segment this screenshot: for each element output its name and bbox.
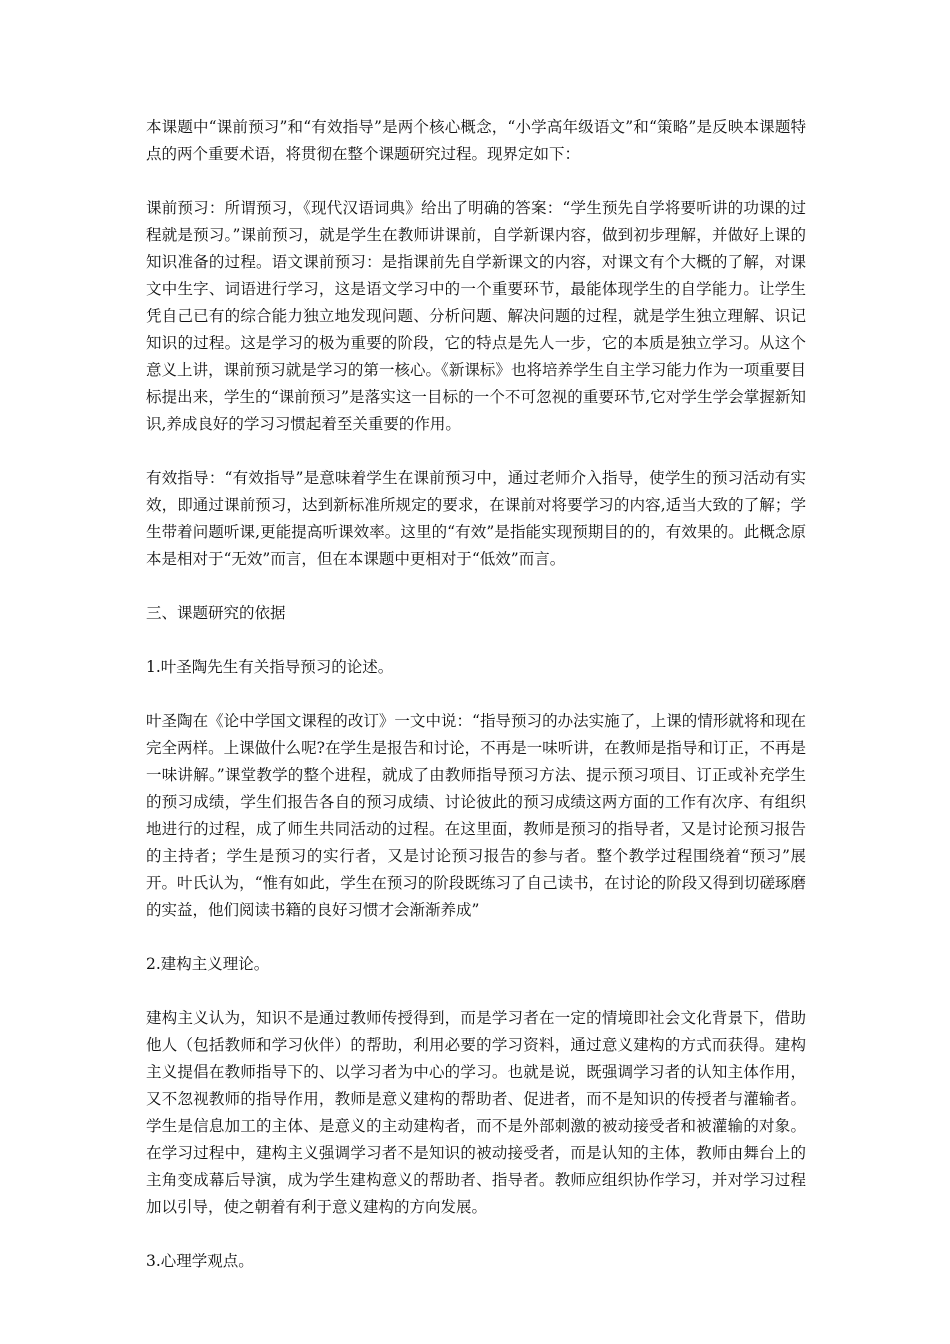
document-body <box>146 114 806 1302</box>
item-three-heading: 3.心理学观点。 <box>146 1252 254 1270</box>
section-three-heading: 三、课题研究的依据 <box>146 604 286 622</box>
preview-definition-paragraph: 课前预习：所谓预习，《现代汉语词典》给出了明确的答案：“学生预先自学将要听讲的功课的过程就是预习。”课前预习，就是学生在教师讲课前，自学新课内容，做到初步理解，并做好上课的知识准备的过程。语文课前预习：是指课前先自学新课文的内容，对课文有个大概的了解，对课文中生字、词语进行学习，这是语文学习中的一个重要环节，最能体现学生的自学能力。让学生凭自己已有的综合能力独立地发现问题、分析问题、解决问题的过程，就是学生独立理解、识记知识的过程。这是学习的极为重要的阶段，它的特点是先人一步，它的本质是独立学习。从这个意义上讲，课前预习就是学习的第一核心。《新课标》也将培养学生自主学习能力作为一项重要目标提出来，学生的“课前预习”是落实这一目标的一个不可忽视的重要环节,它对学生学会掌握新知识,养成良好的学习习惯起着至关重要的作用。 <box>146 199 806 433</box>
guidance-definition-paragraph: 有效指导：“有效指导”是意味着学生在课前预习中，通过老师介入指导，使学生的预习活动有实效，即通过课前预习，达到新标准所规定的要求，在课前对将要学习的内容,适当大致的了解；学生带着问题听课,更能提高听课效率。这里的“有效”是指能实现预期目的的，有效果的。此概念原本是相对于“无效”而言，但在本课题中更相对于“低效”而言。 <box>146 469 806 568</box>
item-one-paragraph: 叶圣陶在《论中学国文课程的改订》一文中说：“指导预习的办法实施了，上课的情形就将和现在完全两样。上课做什么呢?在学生是报告和讨论，不再是一味听讲，在教师是指导和订正，不再是一味讲解。”课堂教学的整个进程，就成了由教师指导预习方法、提示预习项目、订正或补充学生的预习成绩，学生们报告各自的预习成绩、讨论彼此的预习成绩这两方面的工作有次序、有组织地进行的过程，成了师生共同活动的过程。在这里面，教师是预习的指导者，又是讨论预习报告的主持者；学生是预习的实行者，又是讨论预习报告的参与者。整个教学过程围绕着“预习”展开。叶氏认为，“惟有如此，学生在预习的阶段既练习了自己读书，在讨论的阶段又得到切磋琢磨的实益，他们阅读书籍的良好习惯才会渐渐养成” <box>146 712 806 919</box>
item-one-heading: 1.叶圣陶先生有关指导预习的论述。 <box>146 658 394 676</box>
item-two-heading: 2.建构主义理论。 <box>146 955 270 973</box>
item-two-paragraph: 建构主义认为，知识不是通过教师传授得到，而是学习者在一定的情境即社会文化背景下，借助他人（包括教师和学习伙伴）的帮助，利用必要的学习资料，通过意义建构的方式而获得。建构主义提倡在教师指导下的、以学习者为中心的学习。也就是说，既强调学习者的认知主体作用，又不忽视教师的指导作用，教师是意义建构的帮助者、促进者，而不是知识的传授者与灌输者。学生是信息加工的主体、是意义的主动建构者，而不是外部刺激的被动接受者和被灌输的对象。在学习过程中，建构主义强调学习者不是知识的被动接受者，而是认知的主体，教师由舞台上的主角变成幕后导演，成为学生建构意义的帮助者、指导者。教师应组织协作学习，并对学习过程加以引导，使之朝着有利于意义建构的方向发展。 <box>146 1009 806 1216</box>
intro-paragraph: 本课题中“课前预习”和“有效指导”是两个核心概念，“小学高年级语文”和“策略”是反映本课题特点的两个重要术语，将贯彻在整个课题研究过程。现界定如下： <box>146 118 806 163</box>
